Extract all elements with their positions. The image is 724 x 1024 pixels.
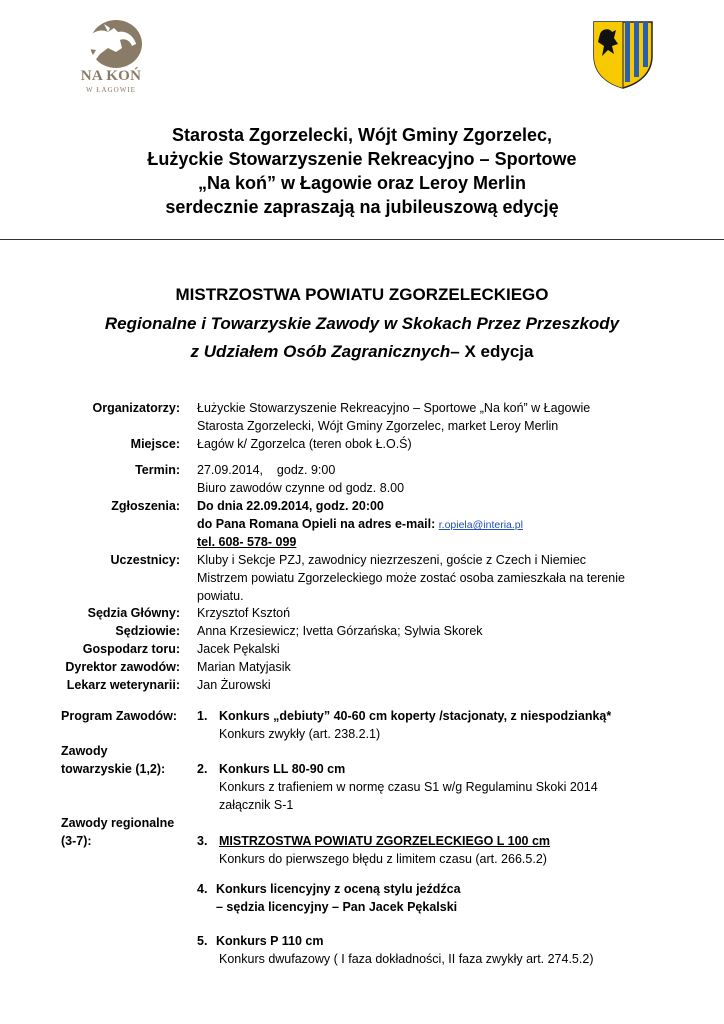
friendly-label-1: Zawody bbox=[61, 744, 108, 758]
organizers-label: Organizatorzy: bbox=[92, 401, 180, 415]
judges-value: Anna Krzesiewicz; Ivetta Górzańska; Sylwia Skorek bbox=[197, 624, 483, 638]
phone bbox=[197, 533, 296, 551]
horizontal-divider bbox=[0, 239, 724, 240]
coat-of-arms-icon bbox=[592, 20, 654, 90]
date-label: Termin: bbox=[135, 463, 180, 477]
place-label: Miejsce: bbox=[130, 437, 180, 451]
chief-judge-label: Sędzia Główny: bbox=[87, 606, 180, 620]
header-line: serdecznie zapraszają na jubileuszową edycję bbox=[165, 197, 559, 217]
horse-logo-icon bbox=[74, 18, 148, 68]
vet-label: Lekarz weterynarii: bbox=[66, 678, 180, 692]
program-item-desc: Konkurs dwufazowy ( I faza dokładności, II faza zwykły art. 274.5.2) bbox=[219, 952, 594, 966]
program-item-desc: Konkurs do pierwszego błędu z limitem czasu (art. 266.5.2) bbox=[219, 852, 547, 866]
invitation-header bbox=[0, 123, 724, 219]
program-label: Program Zawodów: bbox=[61, 709, 177, 723]
program-item-number: 4. bbox=[197, 882, 208, 896]
director-value: Marian Matyjasik bbox=[197, 660, 291, 674]
na-kon-logo bbox=[74, 18, 148, 100]
program-item-number: 5. bbox=[197, 934, 208, 948]
course-designer-label: Gospodarz toru: bbox=[82, 642, 180, 656]
organizers-value-1: Łużyckie Stowarzyszenie Rekreacyjno – Sportowe „Na koń” w Łagowie bbox=[197, 401, 591, 415]
subtitle-edition: – X edycja bbox=[450, 342, 534, 361]
participants-value-1: Kluby i Sekcje PZJ, zawodnicy niezrzeszeni, goście z Czech i Niemiec bbox=[197, 553, 587, 567]
program-item-desc: Konkurs zwykły (art. 238.2.1) bbox=[219, 727, 381, 741]
judges-label: Sędziowie: bbox=[115, 624, 180, 638]
participants-label: Uczestnicy: bbox=[110, 553, 180, 567]
regional-label-2: (3-7): bbox=[61, 834, 92, 848]
email-link[interactable]: r.opiela@interia.pl bbox=[438, 519, 523, 531]
header-line: Starosta Zgorzelecki, Wójt Gminy Zgorzelec, bbox=[171, 125, 553, 145]
program-item-number: 1. bbox=[197, 709, 208, 723]
subtitle-italic-part: z Udziałem Osób Zagranicznych bbox=[190, 342, 451, 361]
program-item-desc: – sędzia licencyjny – Pan Jacek Pękalski bbox=[216, 900, 458, 914]
logo-name: NA KOŃ bbox=[80, 68, 142, 84]
participants-value-3: powiatu. bbox=[197, 589, 244, 603]
date-value: 27.09.2014, godz. 9:00 bbox=[197, 463, 336, 477]
program-item-number: 2. bbox=[197, 762, 208, 776]
entries-contact bbox=[197, 515, 523, 534]
phone-number: tel. 608- 578- 099 bbox=[197, 535, 297, 549]
program-item-title: Konkurs P 110 cm bbox=[216, 934, 324, 948]
logo-subtitle: W ŁAGOWIE bbox=[86, 86, 136, 94]
event-title: MISTRZOSTWA POWIATU ZGORZELECKIEGO bbox=[175, 285, 549, 304]
friendly-label-2: towarzyskie (1,2): bbox=[61, 762, 166, 776]
vet-value: Jan Żurowski bbox=[197, 678, 271, 692]
entries-label: Zgłoszenia: bbox=[111, 499, 180, 513]
header-line: „Na koń” w Łagowie oraz Leroy Merlin bbox=[197, 173, 527, 193]
entries-deadline: Do dnia 22.09.2014, godz. 20:00 bbox=[197, 499, 384, 513]
program-item-title: MISTRZOSTWA POWIATU ZGORZELECKIEGO L 100 cm bbox=[219, 834, 551, 848]
event-subtitle bbox=[0, 310, 724, 366]
program-item-desc: Konkurs z trafieniem w normę czasu S1 w/g Regulaminu Skoki 2014 bbox=[219, 780, 598, 794]
program-item-title: Konkurs LL 80-90 cm bbox=[219, 762, 346, 776]
program-item-desc-2: załącznik S-1 bbox=[219, 798, 294, 812]
office-hours: Biuro zawodów czynne od godz. 8.00 bbox=[197, 481, 405, 495]
program-item-title: Konkurs licencyjny z oceną stylu jeźdźca bbox=[216, 882, 461, 896]
program-item-number: 3. bbox=[197, 834, 208, 848]
entries-contact-text: do Pana Romana Opieli na adres e-mail: bbox=[197, 517, 439, 531]
regional-label-1: Zawody regionalne bbox=[61, 816, 175, 830]
chief-judge-value: Krzysztof Ksztoń bbox=[197, 606, 291, 620]
program-item-title: Konkurs „debiuty” 40-60 cm koperty /stacjonaty, z niespodzianką* bbox=[219, 709, 612, 723]
place-value: Łagów k/ Zgorzelca (teren obok Ł.O.Ś) bbox=[197, 437, 412, 451]
organizers-value-2: Starosta Zgorzelecki, Wójt Gminy Zgorzelec, market Leroy Merlin bbox=[197, 419, 559, 433]
participants-value-2: Mistrzem powiatu Zgorzeleckiego może zostać osoba zamieszkała na terenie bbox=[197, 571, 625, 585]
course-designer-value: Jacek Pękalski bbox=[197, 642, 280, 656]
subtitle-line: Regionalne i Towarzyskie Zawody w Skokach Przez Przeszkody bbox=[104, 314, 620, 333]
header-line: Łużyckie Stowarzyszenie Rekreacyjno – Sportowe bbox=[147, 149, 577, 169]
director-label: Dyrektor zawodów: bbox=[65, 660, 180, 674]
